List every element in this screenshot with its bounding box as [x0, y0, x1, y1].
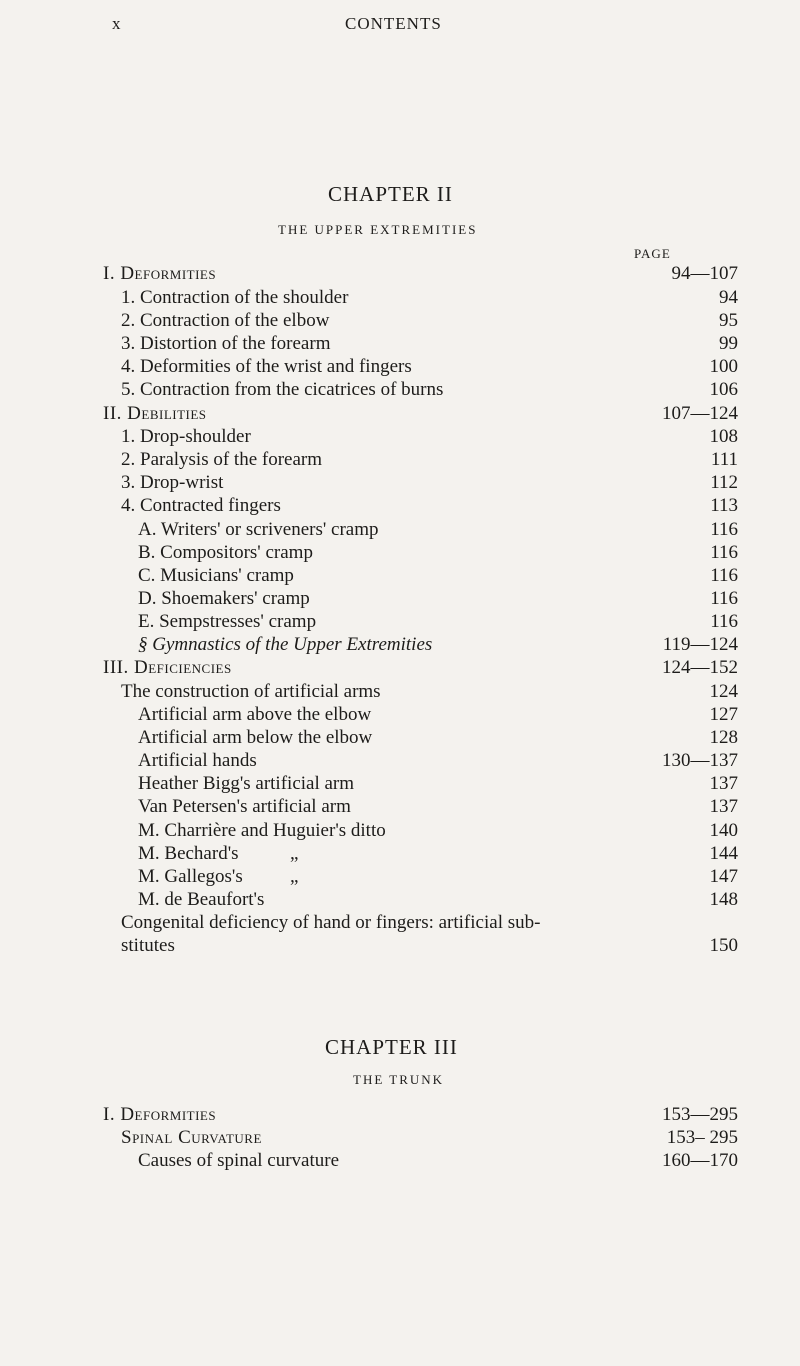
toc-entry-title: M. Charrière and Huguier's ditto [138, 820, 386, 841]
toc-entry-page: 113 [710, 495, 738, 516]
chapter-3-heading: CHAPTER III [325, 1035, 458, 1059]
toc-entry-page: 137 [709, 796, 738, 817]
toc-entry [0, 1126, 800, 1150]
toc-entry [0, 633, 800, 657]
toc-entry [0, 541, 800, 565]
toc-entry-page: 100 [709, 356, 738, 377]
toc-entry-title: 1. Contraction of the shoulder [121, 287, 349, 308]
toc-entry [0, 749, 800, 773]
chapter-3-subheading: THE TRUNK [353, 1072, 445, 1087]
toc-entry-title: II. Debilities [103, 403, 207, 424]
toc-entry-page: 116 [710, 542, 738, 563]
chapter-2-heading: CHAPTER II [328, 182, 453, 206]
toc-entry [0, 703, 800, 727]
toc-entry-title: C. Musicians' cramp [138, 565, 294, 586]
toc-entry-title: A. Writers' or scriveners' cramp [138, 519, 379, 540]
toc-entry-page: 153– 295 [666, 1127, 738, 1148]
toc-entry [0, 564, 800, 588]
toc-entry [0, 494, 800, 518]
toc-entry-title: Heather Bigg's artificial arm [138, 773, 355, 794]
ditto-mark: „ [290, 866, 299, 887]
toc-entry-title: I. Deformities [103, 263, 217, 284]
toc-entry [0, 1103, 800, 1127]
toc-entry-page: 116 [710, 565, 738, 586]
toc-entry [0, 309, 800, 333]
toc-entry [0, 680, 800, 704]
toc-entry-title: Spinal Curvature [121, 1127, 262, 1148]
toc-entry [0, 402, 800, 426]
toc-entry-page: 124—152 [662, 657, 738, 678]
toc-entry-title: D. Shoemakers' cramp [138, 588, 310, 609]
toc-entry [0, 772, 800, 796]
toc-entry-title: Congenital deficiency of hand or fingers: artificial sub- [121, 912, 541, 933]
toc-entry-page: 147 [709, 866, 738, 887]
toc-entry-page: 124 [709, 681, 738, 702]
toc-entry-page: 128 [709, 727, 738, 748]
toc-entry-page: 150 [709, 935, 738, 956]
toc-entry-page: 99 [719, 333, 738, 354]
toc-entry-page: 160—170 [662, 1150, 738, 1171]
toc-entry [0, 518, 800, 542]
toc-entry [0, 332, 800, 356]
toc-entry-title: 3. Drop-wrist [121, 472, 224, 493]
toc-entry [0, 610, 800, 634]
page-folio: x [112, 14, 122, 33]
toc-entry [0, 865, 800, 889]
toc-entry [0, 448, 800, 472]
page-column-label: PAGE [634, 246, 671, 261]
toc-entry [0, 795, 800, 819]
toc-entry [0, 726, 800, 750]
toc-entry-page: 130—137 [662, 750, 738, 771]
toc-entry-page: 94—107 [671, 263, 738, 284]
toc-entry-page: 116 [710, 588, 738, 609]
toc-entry [0, 1149, 800, 1173]
toc-entry [0, 842, 800, 866]
toc-entry-title: M. de Beaufort's [138, 889, 265, 910]
toc-entry [0, 425, 800, 449]
toc-entry [0, 819, 800, 843]
toc-entry-title: 1. Drop-shoulder [121, 426, 251, 447]
toc-entry-title: Van Petersen's artificial arm [138, 796, 351, 817]
toc-entry-page: 153—295 [662, 1104, 738, 1125]
toc-entry [0, 888, 800, 912]
toc-entry-page: 108 [709, 426, 738, 447]
chapter-2-subheading: THE UPPER EXTREMITIES [278, 222, 478, 237]
toc-entry [0, 656, 800, 680]
toc-entry-title: Artificial arm below the elbow [138, 727, 373, 748]
toc-entry [0, 911, 800, 935]
toc-entry-title: I. Deformities [103, 1104, 217, 1125]
toc-entry [0, 262, 800, 286]
toc-entry-page: 107—124 [662, 403, 738, 424]
toc-entry-page: 119—124 [662, 634, 738, 655]
toc-entry-page: 137 [709, 773, 738, 794]
toc-entry-page: 127 [709, 704, 738, 725]
toc-entry-title: B. Compositors' cramp [138, 542, 313, 563]
toc-entry-page: 140 [709, 820, 738, 841]
ditto-mark: „ [290, 843, 299, 864]
toc-entry [0, 934, 800, 958]
toc-entry-title: III. Deficiencies [103, 657, 232, 678]
toc-entry-title: Artificial arm above the elbow [138, 704, 372, 725]
toc-entry [0, 587, 800, 611]
toc-entry-title: § Gymnastics of the Upper Extremities [138, 634, 433, 655]
toc-entry-title: M. Bechard's [138, 843, 239, 864]
toc-entry-page: 116 [710, 519, 738, 540]
toc-entry-title: 5. Contraction from the cicatrices of burns [121, 379, 444, 400]
running-title: CONTENTS [345, 14, 442, 33]
toc-entry-page: 144 [709, 843, 738, 864]
toc-entry-title: E. Sempstresses' cramp [138, 611, 317, 632]
toc-entry [0, 378, 800, 402]
toc-entry-title: 3. Distortion of the forearm [121, 333, 331, 354]
toc-entry [0, 286, 800, 310]
toc-entry-title: 2. Contraction of the elbow [121, 310, 330, 331]
toc-entry-title: 4. Contracted fingers [121, 495, 281, 516]
toc-entry-page: 106 [709, 379, 738, 400]
toc-entry-page: 112 [710, 472, 738, 493]
toc-entry-page: 94 [719, 287, 738, 308]
toc-entry-title: Causes of spinal curvature [138, 1150, 340, 1171]
toc-entry-title: Artificial hands [138, 750, 257, 771]
toc-entry-page: 116 [710, 611, 738, 632]
toc-entry-page: 148 [709, 889, 738, 910]
toc-entry-title: The construction of artificial arms [121, 681, 381, 702]
toc-entry [0, 355, 800, 379]
toc-entry-title: M. Gallegos's [138, 866, 243, 887]
toc-entry-page: 111 [710, 449, 738, 470]
toc-entry-title: stitutes [121, 935, 175, 956]
toc-entry-page: 95 [719, 310, 738, 331]
toc-entry [0, 471, 800, 495]
toc-entry-title: 4. Deformities of the wrist and fingers [121, 356, 412, 377]
toc-entry-title: 2. Paralysis of the forearm [121, 449, 323, 470]
